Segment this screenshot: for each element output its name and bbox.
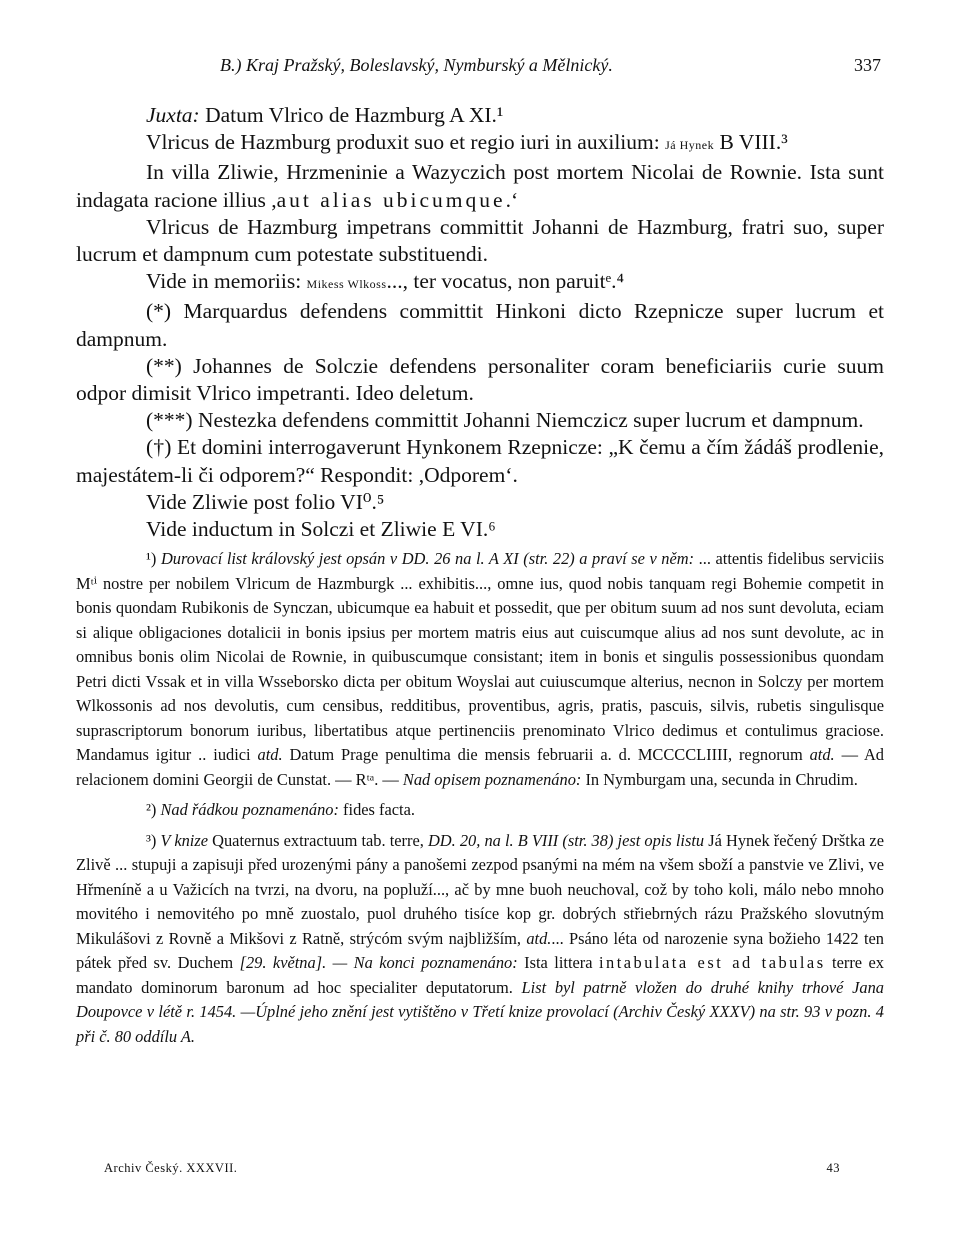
- paragraph-vlricus-produxit: Vlricus de Hazmburg produxit suo et regio iuri in auxilium: Já Hynek B VIII.³: [146, 130, 788, 155]
- page: [76, 55, 884, 1049]
- paragraph-marquardus: (*) Marquardus defendens committit Hinkoni dicto Rzepnicze super lucrum et dampnum.: [76, 299, 884, 351]
- paragraph-vide-inductum: Vide inductum in Solczi et Zliwie E VI.⁶: [146, 517, 496, 542]
- paragraph-domini: (†) Et domini interrogaverunt Hynkonem Rzepnicze: „K čemu a čím žádáš prodlenie, majestátem-li či odporem?“ Respondit: ,Odporem‘.: [76, 435, 884, 487]
- paragraph-juxta: Juxta: Datum Vlrico de Hazmburg A XI.¹: [146, 103, 504, 127]
- page-number: 337: [854, 55, 881, 75]
- juxta-label: Juxta:: [146, 103, 200, 127]
- paragraph-vide-memoriis: Vide in memoriis: Mikess Wlkoss..., ter vocatus, non paruitᵉ.⁴: [146, 269, 625, 294]
- paragraph-villa-zliwie: In villa Zliwie, Hrzmeninie a Wazyczich post mortem Nicolai de Rownie. Ista sunt indagata racione illius ,aut alias ubicumque.‘: [76, 160, 884, 212]
- main-text: [76, 102, 884, 543]
- footnote-3: ³) V knize Quaternus extractuum tab. terre, DD. 20, na l. B VIII (str. 38) jest opis listu Já Hynek řečený Drštka ze Zlivě ... stupuji a zapisuji před urozenými pány a panošemi zezpod psanými na mém na všem sboží a panstvie ve Zlivi, ve Hřmeníně a u Važicích na tvrzi, na dvoru, na popluží..., ač by mne buoh neuchoval, což by toho koli, málo nebo mnoho movitého i nemovitého po mně zuostalo, puol druhého tisíce kop gr. dobrých střiebrných rázu Pražského slovutným Mikulášovi z Rovně a Mikšovi z Ratně, strýcóm svým najbližším, atd.... Psáno léta od narozenie syna božieho 1422 ten pátek před sv. Duchem [29. května]. — Na konci poznamenáno: Ista littera intabulata est ad tabulas terre ex mandato dominorum baronum ad hoc specialiter deputatorum. List byl patrně vložen do druhé knihy trhové Jana Doupovce v létě r. 1454. —Úplné jeho znění jest vytištěno v Třetí knize provolací (Archiv Český XXXV) na str. 93 v pozn. 4 při č. 80 oddílu A.: [76, 830, 885, 1046]
- footnote-2: ²) Nad řádkou poznamenáno: fides facta.: [146, 800, 415, 820]
- sheet-number: 43: [826, 1161, 840, 1175]
- signature-mark: Archiv Český. XXXVII.: [104, 1161, 238, 1175]
- paragraph-johannes: (**) Johannes de Solczie defendens personaliter coram beneficiariis curie suum odpor dimisit Vlrico impetranti. Ideo deletum.: [76, 353, 884, 406]
- paragraph-vide-zliwie: Vide Zliwie post folio VI⁰.⁵: [146, 489, 385, 514]
- footnote-1: ¹) Durovací list královský jest opsán v DD. 26 na l. A XI (str. 22) a praví se v něm: ... attentis fidelibus serviciis Mᵗⁱ nostre per nobilem Vlricum de Hazmburgk ... exhibitis..., omne ius, quod nobis tanquam regi Bohemie competit in bonis quondam Rubikonis de Synczan, ubicumque ea habuit et possedit, que per obitum suum ad nos sunt devoluta, eciam si alique obligaciones dotalicii in bonis ipsius per mortem matris eius aut cuiscumque alius ad nos sunt devolute, ac in omnibus bonis olim Nicolai de Rownie, in quibuscumque consistant; item in bonis et singulis possessionibus quondam Petri dicti Vssak et in villa Wsseborsko dicta per obitum Woyslai aut cuiuscumque alterius, necnon in Solczy per mortem Wlkossonis ad nos devolutis, cum censibus, redditibus, proventibus, agris, pratis, pascuis, silvis, rubetis singulisque suprascriptorum bonorum iuribus, libertatibus atque pertinenciis prenominato Vlrico dedimus et contulimus graciose. Mandamus igitur .. iudici atd. Datum Prage penultima die mensis februarii a. d. MCCCCLIIII, regnorum atd. — Ad relacionem domini Georgii de Cunstat. — Rᵗᵃ. — Nad opisem poznamenáno: In Nymburgam una, secunda in Chrudim.: [76, 549, 884, 789]
- running-title: B.) Kraj Pražský, Boleslavský, Nymburský a Mělnický.: [220, 55, 613, 75]
- footnotes: [76, 547, 884, 1049]
- running-header: [76, 55, 884, 76]
- paragraph-nestezka: (***) Nestezka defendens committit Johanni Niemczicz super lucrum et dampnum.: [146, 408, 864, 433]
- paragraph-vlricus-impetrans: Vlricus de Hazmburg impetrans committit Johanni de Hazmburg, fratri suo, super lucrum et dampnum cum potestate substituendi.: [76, 214, 884, 267]
- page-footer: [104, 1161, 840, 1176]
